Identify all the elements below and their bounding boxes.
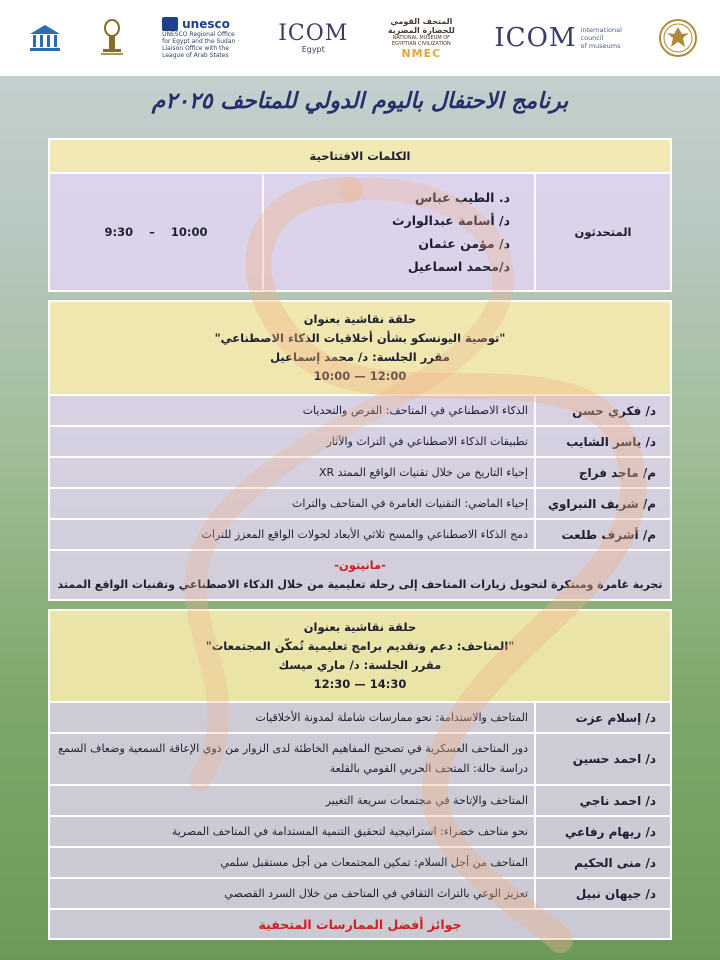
session2-header-row (49, 610, 671, 702)
awards-banner: جوائز أفضل الممارسات المتحفية (49, 909, 671, 939)
opening-speaker: د. الطيب عباس (415, 190, 510, 205)
opening-header: الكلمات الافتتاحية (49, 139, 671, 173)
talk-topic: نحو متاحف خضراء: استراتيجية لتحقيق التنمية المستدامة في المتاحف المصرية (49, 816, 535, 847)
opening-time-start: 9:30 (104, 225, 134, 239)
page-title: برنامج الاحتفال باليوم الدولي للمتاحف ٢٠٢٥م (151, 88, 569, 114)
talk-topic: المتاحف والإتاحة في مجتمعات سريعة التغيير (49, 785, 535, 816)
speaker-name: د/ جيهان نبيل (535, 878, 671, 909)
speaker-name: د/ ياسر الشايب (535, 426, 671, 457)
unesco-temple-icon (162, 17, 178, 31)
talk-topic: إحياء التاريخ من خلال تقنيات الواقع الممتد XR (49, 457, 535, 488)
nmec-arabic-line2: للحضارة المصرية (387, 25, 455, 35)
ministry-emblem-icon (98, 18, 126, 58)
speaker-name: د/ ريهام رفاعي (535, 816, 671, 847)
session2-line-2: "المتاحف: دعم وتقديم برامج تعليمية تُمكّن المجتمعات" (205, 639, 515, 653)
gap-row (49, 600, 671, 610)
session1-header-row (49, 301, 671, 395)
opening-speakers-row (49, 173, 671, 291)
talk-topic: دور المتاحف العسكرية في تصحيح المفاهيم الخاطئة لدى الزوار من ذوي الإعاقة السمعية وضعاف السمع دراسة حالة: المتحف الحربي القومي بالقلعة (49, 733, 535, 785)
nmec-logo (384, 17, 458, 60)
eagle-seal-icon (658, 18, 698, 58)
session2-header (49, 610, 671, 702)
table-row (49, 733, 671, 785)
unesco-logo (162, 17, 242, 59)
talk-topic: المتاحف من أجل السلام: تمكين المجتمعات من أجل مستقبل سلمي (49, 847, 535, 878)
table-row (49, 878, 671, 909)
opening-speaker: د/ مؤمن عثمان (418, 236, 510, 251)
opening-time-dash: – (149, 225, 155, 239)
schedule-table (48, 138, 672, 940)
table-row (49, 426, 671, 457)
opening-speaker-list (263, 175, 534, 289)
session2-line-3: مقرر الجلسة: د/ ماري ميسك (278, 658, 442, 672)
speaker-name: م/ ماجد فراج (535, 457, 671, 488)
showcase-row (49, 550, 671, 600)
speaker-name: د/ منى الحكيم (535, 847, 671, 878)
icom-intl-side-3: of museums (580, 42, 621, 50)
speaker-name: د/ فكري حسن (535, 395, 671, 426)
opening-header-row (49, 139, 671, 173)
egypt-eagle-logo (658, 18, 698, 58)
awards-row (49, 909, 671, 939)
table-row (49, 785, 671, 816)
talk-topic: المتاحف والاستدامة: نحو ممارسات شاملة لمدونة الأخلاقيات (49, 702, 535, 733)
table-row (49, 457, 671, 488)
session1-line-3: مقرر الجلسة: د/ محمد إسماعيل (270, 350, 450, 364)
talk-topic: تعزيز الوعي بالتراث الثقافي في المتاحف من خلال السرد القصصي (49, 878, 535, 909)
showcase-title: -مانيتون- (334, 558, 386, 572)
speaker-name: د/ احمد ناجي (535, 785, 671, 816)
nmec-tag: NMEC (401, 46, 442, 60)
opening-time-end: 10:00 (170, 225, 208, 239)
session2-time: 14:30 — 12:30 (313, 677, 407, 691)
showcase-cell (49, 550, 671, 600)
icom-intl-word: ICOM (494, 23, 577, 53)
gap-row (49, 291, 671, 301)
speaker-name: م/ أشرف طلعت (535, 519, 671, 550)
nmec-english: NATIONAL MUSEUM OF EGYPTIAN CIVILIZATION (391, 34, 451, 47)
session1-line-2: "توصية اليونسكو بشأن أخلاقيات الذكاء الاصطناعي" (214, 331, 506, 345)
session1-line-1: حلقة نقاشية بعنوان (303, 312, 417, 326)
icom-egypt-sub: Egypt (301, 44, 325, 54)
opening-detail-cell (49, 173, 535, 291)
table-row (49, 702, 671, 733)
table-row (49, 816, 671, 847)
talk-topic: الذكاء الاصطناعي في المتاحف: الفرص والتحديات (49, 395, 535, 426)
table-row (49, 519, 671, 550)
opening-time-slot (50, 175, 263, 289)
session1-time: 12:00 — 10:00 (313, 369, 407, 383)
table-row (49, 847, 671, 878)
speaker-name: م/ شريف النبراوي (535, 488, 671, 519)
talk-topic: دمج الذكاء الاصطناعي والمسح ثلاثي الأبعاد لجولات الواقع المعزز للتراث (49, 519, 535, 550)
unesco-caption: UNESCO Regional Office for Egypt and the Sudan · Liaison Office with the League of Arab States (162, 31, 240, 59)
icom-international-logo (494, 23, 622, 53)
opening-speaker: د/ أسامة عبدالوارث (392, 213, 510, 228)
table-row (49, 488, 671, 519)
logo-strip (0, 0, 720, 76)
showcase-text: تجربة غامرة ومبتكرة لتحويل زيارات المتاحف إلى رحلة تعليمية من خلال الذكاء الاصطناعي وتقنيات الواقع الممتد (57, 578, 663, 591)
museum-building-icon (28, 23, 62, 53)
table-row (49, 395, 671, 426)
session1-header (49, 301, 671, 395)
icom-egypt-word: ICOM (278, 20, 349, 46)
talk-topic: إحياء الماضي: التقنيات الغامرة في المتاحف والتراث (49, 488, 535, 519)
icom-egypt-logo (278, 20, 349, 54)
talk-topic: تطبيقات الذكاء الاصطناعي في التراث والآثار (49, 426, 535, 457)
icom-intl-side-2: council (580, 34, 604, 42)
speakers-label: المتحدثون (535, 173, 671, 291)
nmec-arabic-line1: المتحف القومي (390, 16, 453, 26)
museums-society-logo (28, 23, 62, 53)
ministry-antiquities-logo (98, 18, 126, 58)
unesco-word: unesco (182, 17, 230, 31)
speaker-name: د/ احمد حسين (535, 733, 671, 785)
opening-speaker: د/محمد اسماعيل (407, 259, 510, 274)
session2-line-1: حلقة نقاشية بعنوان (303, 620, 417, 634)
speaker-name: د/ إسلام عزت (535, 702, 671, 733)
icom-intl-side-1: international (580, 26, 622, 34)
